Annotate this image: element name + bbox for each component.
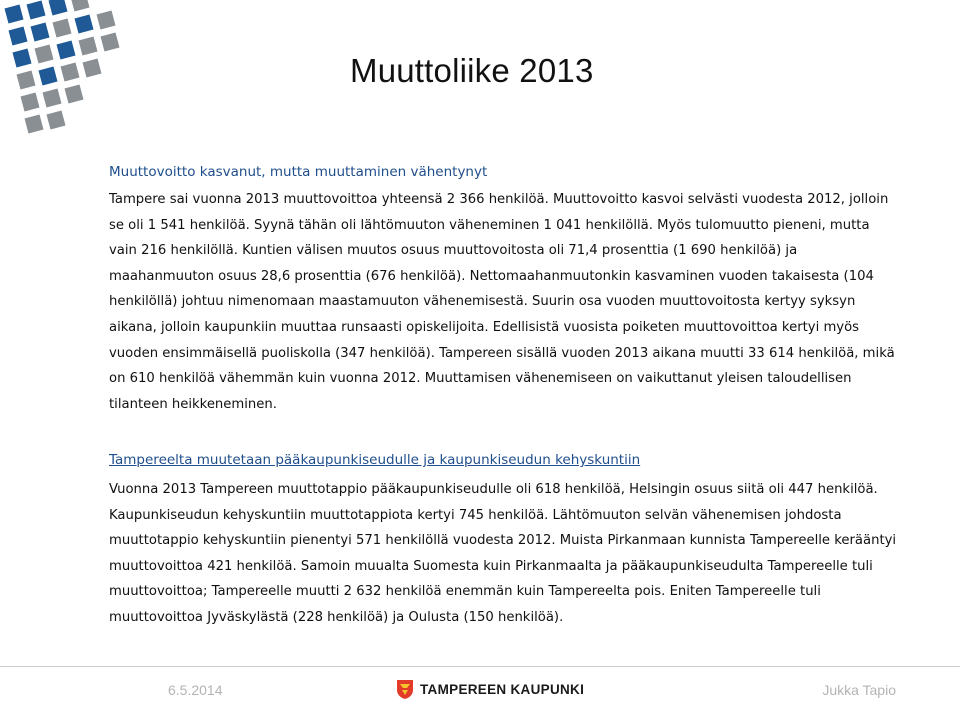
section-muuttovoitto <box>109 162 899 417</box>
logo-tile <box>39 67 58 86</box>
logo-tile <box>101 33 120 52</box>
logo-tile <box>57 41 76 60</box>
section-body: Tampere sai vuonna 2013 muuttovoittoa yhteensä 2 366 henkilöä. Muuttovoitto kasvoi selvästi vuodesta 2012, jolloin se oli 1 541 henkilöä. Syynä tähän oli lähtömuuton väheneminen 1 041 henkilöllä. Myös tulomuutto pieneni, mutta vain 216 henkilöllä. Kuntien välisen muutos osuus muuttovoitosta oli 71,4 prosenttia (1 690 henkilöä) ja maahanmuuton osuus 28,6 prosenttia (676 henkilöä). Nettomaahanmuutonkin kasvaminen vuoden takaisesta (104 henkilöllä) johtuu nimenomaan maastamuuton vähenemisestä. Suurin osa vuoden muuttovoitosta kertyy syksyn aikana, jolloin kaupunkiin muuttaa runsaasti opiskelijoita. Edellisistä vuosista poiketen muuttovoittoa kertyi myös vuoden ensimmäisellä puoliskolla (347 henkilöä). Tampereen sisällä vuoden 2013 aikana muutti 33 614 henkilöä, mikä on 610 henkilöä vähemmän kuin vuonna 2012. Muuttamisen vähenemiseen on vaikuttanut yleisen taloudellisen tilanteen heikkeneminen. <box>109 192 895 412</box>
logo-tile <box>71 0 90 12</box>
footer-author: Jukka Tapio <box>822 682 896 698</box>
section-heading: Tampereelta muutetaan pääkaupunkiseudulle ja kaupunkiseudun kehyskuntiin <box>109 452 641 468</box>
city-logo <box>396 679 584 700</box>
logo-tile <box>79 37 98 56</box>
logo-tile <box>35 45 54 64</box>
footer-divider <box>0 666 960 667</box>
logo-tile <box>25 115 44 134</box>
logo-tile <box>75 15 94 34</box>
logo-tile <box>17 71 36 90</box>
logo-tile <box>21 93 40 112</box>
logo-tile <box>13 49 32 68</box>
logo-tile <box>31 23 50 42</box>
tampere-tile-pattern-icon <box>0 0 150 145</box>
logo-tile <box>49 0 68 16</box>
city-logo-text: TAMPEREEN KAUPUNKI <box>420 682 585 697</box>
logo-tile <box>5 5 24 24</box>
logo-tile <box>27 1 46 20</box>
logo-tile <box>61 63 80 82</box>
section-body: Vuonna 2013 Tampereen muuttotappio pääkaupunkiseudulle oli 618 henkilöä, Helsingin osuus siitä oli 447 henkilöä. Kaupunkiseudun kehyskuntiin muuttotappiota kertyi 745 henkilöä. Lähtömuuton selvän vähenemisen johdosta muuttotappio kehyskuntiin pienentyi 571 henkilöllä vuodesta 2012. Muista Pirkanmaan kunnista Tampereelle kerääntyi muuttovoittoa 421 henkilöä. Samoin muualta Suomesta kuin Pirkanmaalta ja pääkaupunkiseudulta Tampereelle tuli muuttovoittoa; Tampereelle muutti 2 632 henkilöä enemmän kuin Tampereelta pois. Eniten Tampereelle tuli muuttovoittoa Jyväskylästä (228 henkilöä) ja Oulusta (150 henkilöä). <box>109 482 897 625</box>
page-title: Muuttoliike 2013 <box>350 52 594 89</box>
logo-tile <box>97 11 116 30</box>
footer-date: 6.5.2014 <box>168 682 223 698</box>
logo-tile <box>65 85 84 104</box>
section-heading: Muuttovoitto kasvanut, mutta muuttaminen vähentynyt <box>109 164 488 180</box>
logo-tile <box>43 89 62 108</box>
tampere-crest-icon <box>396 679 414 700</box>
logo-tile <box>53 19 72 38</box>
logo-tile <box>83 59 102 78</box>
section-paakaupunkiseutu <box>109 450 899 631</box>
logo-tile <box>9 27 28 46</box>
logo-tile <box>47 111 66 130</box>
